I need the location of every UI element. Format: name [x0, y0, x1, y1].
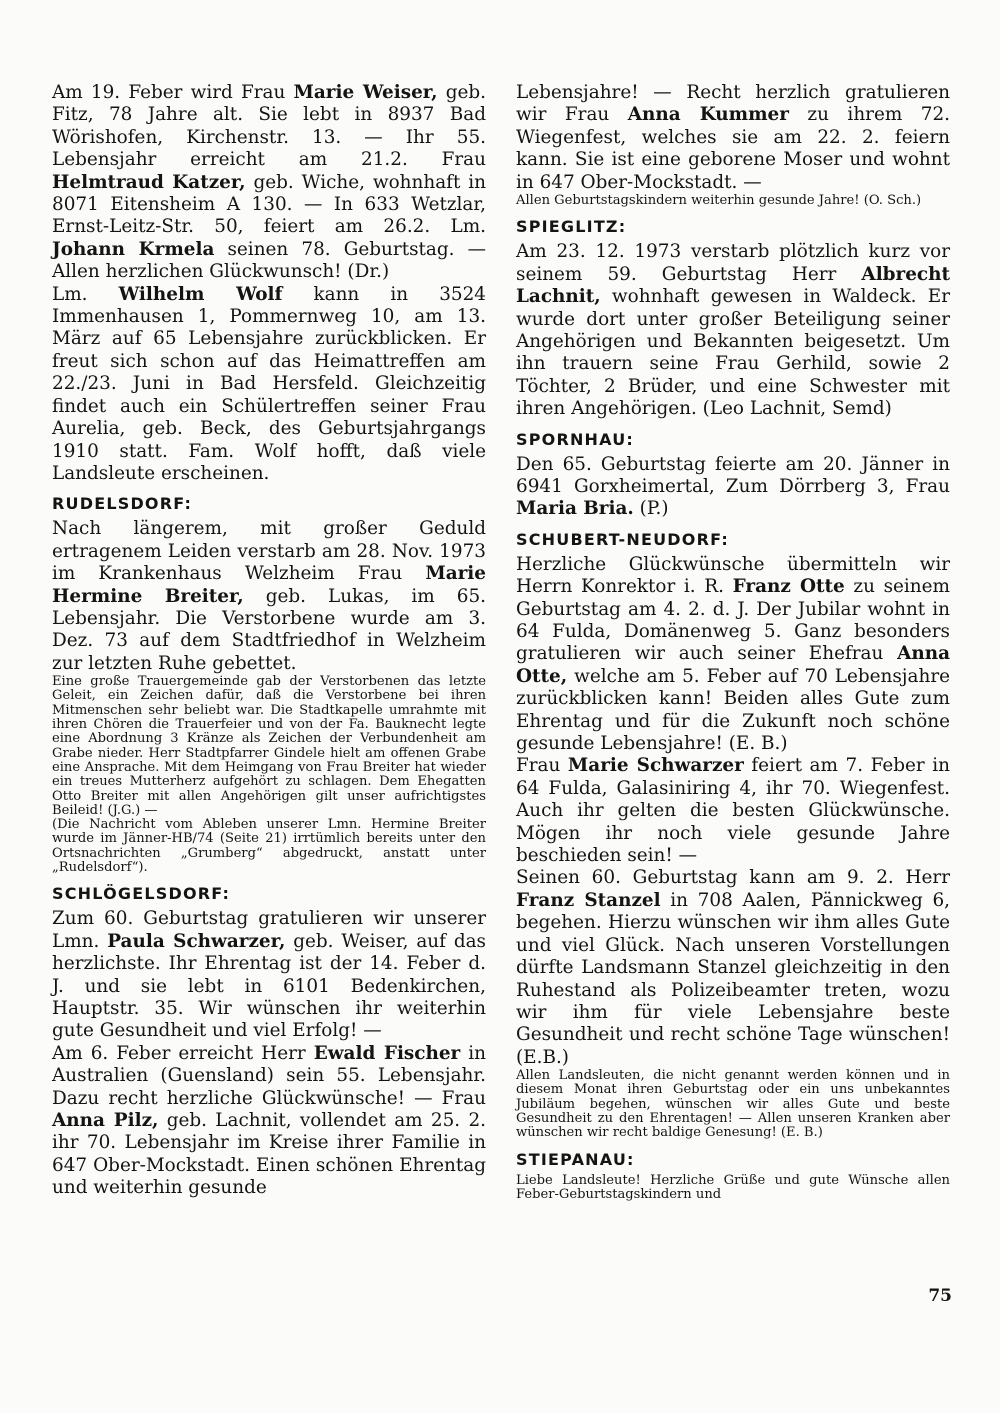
paragraph-allen-landsleuten: Allen Landsleuten, die nicht genannt werden können und in diesem Monat ihren Geburtstag oder ein uns unbekanntes Jubiläum begehen, wünschen wir alles Gute und beste Gesundheit zu den Ehrentagen! — Allen unseren Kranken aber wünschen wir recht baldige Genesung! (E. B.) — [516, 1068, 950, 1141]
paragraph-marie-schwarzer: Frau Marie Schwarzer feiert am 7. Feber in 64 Fulda, Galasiniring 4, ihr 70. Wiegenfest. Auch ihr gelten die besten Glückwünsche. Mögen ihr noch viele gesunde Jahre beschieden sein! — — [516, 755, 950, 867]
paragraph-fischer-pilz: Am 6. Feber erreicht Herr Ewald Fischer in Australien (Guensland) sein 55. Lebensjahr. Dazu recht herzliche Glückwünsche! — Frau Anna Pilz, geb. Lachnit, vollendet am 25. 2. ihr 70. Lebensjahr im Kreise ihrer Familie in 647 Ober-Mockstadt. Einen schönen Ehrentag und weiterhin gesunde — [52, 1042, 486, 1199]
heading-spornhau: SPORNHAU: — [516, 429, 635, 449]
heading-rudelsdorf: RUDELSDORF: — [52, 494, 193, 514]
right-column — [516, 82, 950, 1202]
paragraph-liebe-landsleute: Liebe Landsleute! Herzliche Grüße und gute Wünsche allen Feber-Geburtstagskindern und — [516, 1172, 950, 1202]
paragraph-correction-note: (Die Nachricht vom Ableben unserer Lmn. Hermine Breiter wurde im Jänner-HB/74 (Seite 21) irrtümlich bereits unter den Ortsnachrichten „Grumberg“ abgedruckt, anstatt unter „Rudelsdorf“). — [52, 817, 486, 876]
paragraph-trauergemeinde: Eine große Trauergemeinde gab der Verstorbenen das letzte Geleit, ein Zeichen dafür, daß die Verstorbene bei ihren Mitmenschen sehr beliebt war. Die Stadtkapelle umrahmte mit ihren Chören die Trauerfeier und von der Fa. Bauknecht legte eine Abordnung 3 Kränze als Zeichen der Verbundenheit am Grabe nieder. Herr Stadtpfarrer Gindele hielt am offenen Grabe eine Ansprache. Mit dem Heimgang von Frau Breiter hat wieder ein treues Mutterherz aufgehört zu schlagen. Dem Ehegatten Otto Breiter mit allen Angehörigen gilt unser aufrichtigstes Beileid! (J.G.) — — [52, 674, 486, 818]
paragraph-otte: Herzliche Glückwünsche übermitteln wir Herrn Konrektor i. R. Franz Otte zu seinem Geburtstag am 4. 2. d. J. Der Jubilar wohnt in 64 Fulda, Domänenweg 5. Ganz besonders gratulieren wir auch seiner Ehefrau Anna Otte, welche am 5. Feber auf 70 Lebensjahre zurückblicken kann! Beiden alles Gute zum Ehrentag und für die Zukunft noch schöne gesunde Lebensjahre! (E. B.) — [516, 553, 950, 755]
page-number: 75 — [928, 1286, 952, 1306]
heading-stiepanau: STIEPANAU: — [516, 1149, 635, 1169]
heading-spieglitz: SPIEGLITZ: — [516, 217, 627, 237]
heading-schubert-neudorf: SCHUBERT-NEUDORF: — [516, 529, 729, 549]
paragraph-schwarzer: Zum 60. Geburtstag gratulieren wir unserer Lmn. Paula Schwarzer, geb. Weiser, auf das herzlichste. Ihr Ehrentag ist der 14. Feber d. J. und sie lebt in 6101 Bedenkirchen, Hauptstr. 35. Wir wünschen ihr weiterhin gute Gesundheit und viel Erfolg! — — [52, 908, 486, 1042]
left-column — [52, 82, 486, 1200]
paragraph-breiter: Nach längerem, mit großer Geduld ertragenem Leiden verstarb am 28. Nov. 1973 im Krankenhaus Welzheim Frau Marie Hermine Breiter, geb. Lukas, im 65. Lebensjahr. Die Verstorbene wurde am 3. Dez. 73 auf dem Stadtfriedhof in Welzheim zur letzten Ruhe gebettet. — [52, 518, 486, 674]
paragraph-bria: Den 65. Geburtstag feierte am 20. Jänner in 6941 Gorxheimertal, Zum Dörrberg 3, Frau Maria Bria. (P.) — [516, 453, 950, 520]
paragraph-stanzel: Seinen 60. Geburtstag kann am 9. 2. Herr Franz Stanzel in 708 Aalen, Pännickweg 6, begehen. Hierzu wünschen wir ihm alles Gute und viel Glück. Nach unseren Vorstellungen dürfte Landsmann Stanzel gleichzeitig in den Ruhestand als Polizeibeamter treten, wozu wir ihm für viele Lebensjahre beste Gesundheit und recht schöne Tage wünschen! (E.B.) — [516, 867, 951, 1068]
paragraph-wolf: Lm. Wilhelm Wolf kann in 3524 Immenhausen 1, Pommernweg 10, am 13. März auf 65 Lebensjahre zurückblicken. Er freut sich schon auf das Heimattreffen am 22./23. Juni in Bad Hersfeld. Gleichzeitig findet auch ein Schülertreffen seiner Frau Aurelia, geb. Beck, des Geburtsjahrgangs 1910 statt. Fam. Wolf hofft, daß viele Landsleute erscheinen. — [52, 283, 486, 484]
paragraph-kummer: Lebensjahre! — Recht herzlich gratulieren wir Frau Anna Kummer zu ihrem 72. Wiegenfest, welches sie am 22. 2. feiern kann. Sie ist eine geborene Moser und wohnt in 647 Ober-Mockstadt. — — [516, 82, 950, 193]
paragraph-weiser: Am 19. Feber wird Frau Marie Weiser, geb. Fitz, 78 Jahre alt. Sie lebt in 8937 Bad Wörishofen, Kirchenstr. 13. — Ihr 55. Lebensjahr erreicht am 21.2. Frau Helmtraud Katzer, geb. Wiche, wohnhaft in 8071 Eitensheim A 130. — In 633 Wetzlar, Ernst-Leitz-Str. 50, feiert am 26.2. Lm. Johann Krmela seinen 78. Geburtstag. — Allen herzlichen Glückwunsch! (Dr.) — [52, 82, 486, 283]
heading-schloegelsdorf: SCHLÖGELSDORF: — [52, 884, 231, 904]
paragraph-allen-geburtstagskindern: Allen Geburtstagskindern weiterhin gesunde Jahre! (O. Sch.) — [516, 193, 922, 209]
paragraph-lachnit: Am 23. 12. 1973 verstarb plötzlich kurz vor seinem 59. Geburtstag Herr Albrecht Lachnit, wohnhaft gewesen in Waldeck. Er wurde dort unter großer Beteiligung seiner Angehörigen und Bekannten beigesetzt. Um ihn trauern seine Frau Gerhild, sowie 2 Töchter, 2 Brüder, und eine Schwester mit ihren Angehörigen. (Leo Lachnit, Semd) — [516, 241, 950, 420]
